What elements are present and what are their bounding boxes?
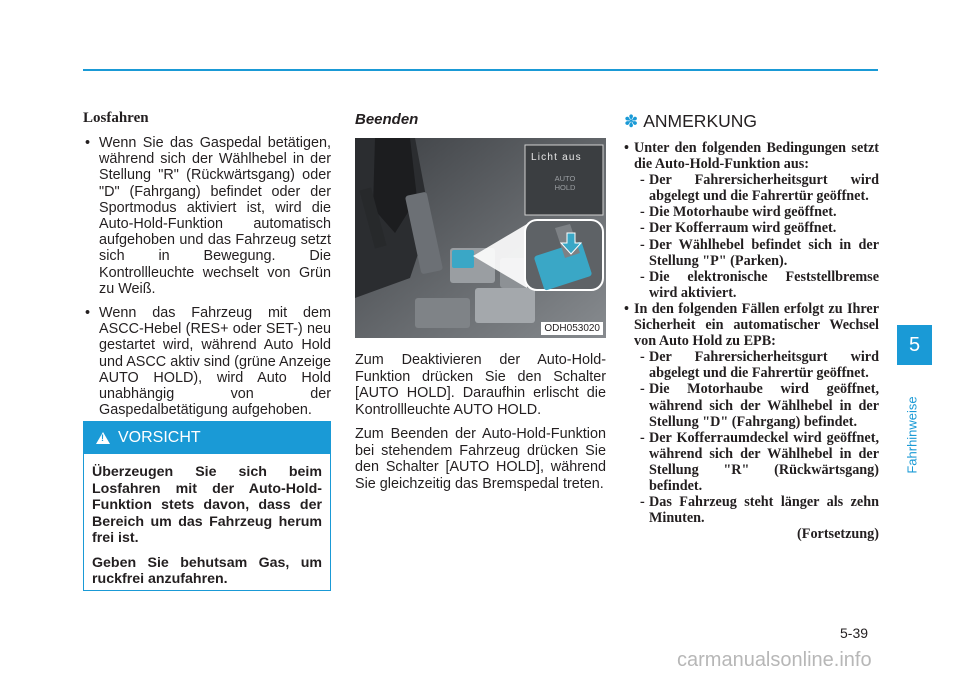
note-dash-item: - Der Wählhebel befindet sich in der Stellung "P" (Parken).	[624, 237, 879, 269]
caution-title: VORSICHT	[118, 429, 201, 446]
column-middle	[355, 106, 606, 492]
note-dash-item: - Die Motorhaube wird geöffnet.	[624, 204, 879, 220]
auto-hold-label: AUTO HOLD	[554, 174, 576, 192]
column-left	[83, 106, 331, 426]
list-item: • Wenn Sie das Gaspedal betätigen, während sich der Wählhebel in der Stellung "R" (Rückwärtsgang) oder "D" (Fahrgang) befindet oder der Sportmodus aktiviert ist, wird die Auto-Hold-Funktion automatisch aufgehoben und das Fahrzeug setzt sich in Bewegung. Die Kontrollleuchte wechselt von Grün zu Weiß.	[83, 135, 331, 297]
note-dash-item: - Das Fahrzeug steht länger als zehn Minuten.	[624, 494, 879, 526]
note-title: ANMERKUNG	[643, 111, 758, 131]
figure-code: ODH053020	[541, 322, 603, 335]
callout-label: Licht aus	[531, 152, 582, 163]
watermark: carmanualsonline.info	[677, 649, 872, 671]
paragraph: Zum Deaktivieren der Auto-Hold-Funktion drücken Sie den Schalter [AUTO HOLD]. Daraufhin erlischt die Kontrollleuchte AUTO HOLD.	[355, 352, 606, 418]
header-rule	[83, 69, 878, 71]
list-item: • Wenn das Fahrzeug mit dem ASCC-Hebel (RES+ oder SET-) neu gestartet wird, während Auto Hold und ASCC aktiv sind (grüne Anzeige AUTO HOLD), wird Auto Hold unabhängig von der Gaspedalbetätigung aufgehoben.	[83, 305, 331, 418]
console-photo	[355, 138, 606, 338]
star-icon: ✽	[624, 111, 639, 131]
console-illustration	[355, 138, 606, 338]
continued-label: (Fortsetzung)	[797, 526, 879, 543]
column-right	[624, 106, 879, 542]
section-heading: Beenden	[355, 111, 419, 128]
chapter-title-side: Fahrhinweise	[904, 396, 920, 474]
page-number: 5-39	[840, 625, 869, 641]
section-subheading: Losfahren	[83, 110, 149, 126]
note-dash-item: - Der Fahrersicherheitsgurt wird abgelegt und die Fahrertür geöffnet.	[624, 172, 879, 204]
paragraph: Zum Beenden der Auto-Hold-Funktion bei stehendem Fahrzeug drücken Sie den Schalter [AUTO HOLD], während Sie gleichzeitig das Bremspedal treten.	[355, 426, 606, 492]
caution-paragraph: Überzeugen Sie sich beim Losfahren mit der Auto-Hold-Funktion stets davon, dass der Bereich um das Fahrzeug herum frei ist.	[92, 464, 322, 546]
note-bullet: • Unter den folgenden Bedingungen setzt die Auto-Hold-Funktion aus:	[624, 140, 879, 172]
note-dash-item: - Die elektronische Feststellbremse wird aktiviert.	[624, 269, 879, 301]
warning-triangle-icon: !	[96, 432, 110, 444]
note-bullet: • In den folgenden Fällen erfolgt zu Ihrer Sicherheit ein automatischer Wechsel von Auto Hold zu EPB:	[624, 301, 879, 349]
caution-box	[83, 421, 331, 591]
bullet-list	[83, 135, 331, 418]
note-body	[624, 140, 879, 542]
caution-body	[84, 454, 330, 588]
note-dash-item: - Die Motorhaube wird geöffnet, während sich der Wählhebel in der Stellung "D" (Fahrgang) befindet.	[624, 381, 879, 429]
chapter-number-tab: 5	[897, 325, 932, 365]
caution-header	[84, 422, 330, 454]
note-dash-item: - Der Kofferraumdeckel wird geöffnet, während sich der Wählhebel in der Stellung "R" (Rückwärtsgang) befindet.	[624, 430, 879, 494]
note-dash-item: - Der Fahrersicherheitsgurt wird abgelegt und die Fahrertür geöffnet.	[624, 349, 879, 381]
note-heading	[624, 111, 879, 132]
caution-paragraph: Geben Sie behutsam Gas, um ruckfrei anzufahren.	[92, 554, 322, 587]
note-dash-item: - Der Kofferraum wird geöffnet.	[624, 220, 879, 236]
